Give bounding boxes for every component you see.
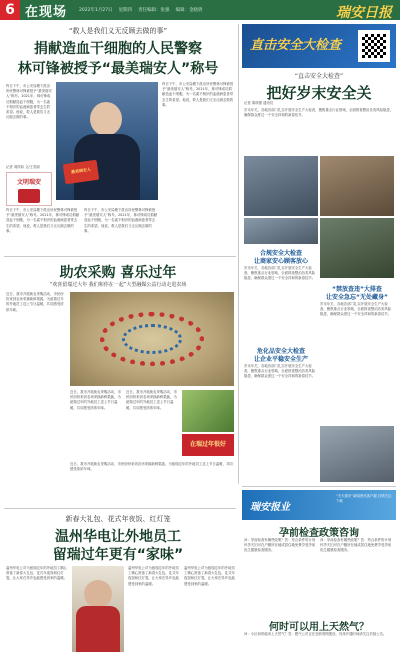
story1-title-2: 林可锋被授予“最美瑞安人”称号 — [17, 61, 219, 77]
banner-title: 直击安全大检查 — [250, 38, 342, 53]
app-promo-banner — [242, 490, 396, 520]
page-number: 6 — [0, 0, 20, 20]
story4-body-col1: 温州华电公司为留瑞过年的外地员工精心准备了新春大礼包、花式年夜饭和红灯笼，让大家在异乡也能感受到家的温暖。 — [6, 566, 68, 581]
sub3-subtitle: 让安全急忘“无处藏身” — [326, 294, 388, 301]
section-title: 在现场 — [25, 4, 68, 20]
weekday: 星期四 — [118, 8, 133, 13]
sub1-subtitle: 让商家安心顾客放心 — [253, 258, 308, 265]
story5-body-col2: 问：孕前检查有哪些政策？答：符合条件的计划怀孕夫妇可在户籍所在地或居住地免费享受孕前优生健康检查服务。 — [320, 538, 392, 553]
masthead — [0, 0, 400, 20]
inspection-photo-2 — [320, 156, 394, 216]
farm-crowd-photo — [70, 292, 234, 386]
story4-title-2: 留瑞过年更有“家味” — [52, 547, 184, 563]
story4-title-1: 温州华电让外地员工 — [55, 529, 181, 545]
story1-kicker: “救人是我们义无反顾去做的事” — [68, 27, 168, 35]
divider — [4, 508, 236, 509]
divider — [242, 486, 396, 487]
story1-body-col2: 昨日下午，市公安局塘下派出所民警林可锋被授予“最美瑞安人”称号。2021年，林可锋成功捐献造血干细胞，为一名素不相识的血液病患者带去生的希望。他说，救人是我们义无反顾去做的事。 — [162, 82, 234, 107]
inspection-photo-1 — [244, 156, 318, 216]
police-officer-photo — [56, 82, 158, 200]
column-divider — [238, 24, 239, 484]
sub1-title: 合规安全大检查 — [259, 250, 302, 257]
qr-code-icon — [358, 30, 390, 62]
story1-body: 昨日下午，市公安局塘下派出所民警林可锋被授予“最美瑞安人”称号。2021年，林可锋成功捐献造血干细胞，为一名素不相识的血液病患者带去生的希望。他说，救人是我们义无反顾去做的事。 — [6, 84, 52, 120]
editor-line-2: 编辑：金晓倩 — [175, 8, 203, 13]
sub2-body: 岁末年关，各地各部门扎实开展安全生产大检查，聚焦重点行业领域，全面排查整治各类风险隐患，确保群众度过一个安全祥和的新春佳节。 — [244, 364, 316, 379]
story5-q-title: 何时可以用上天然气？ — [269, 622, 369, 633]
story4-body-col3: 温州华电公司为留瑞过年的外地员工精心准备了新春大礼包、花式年夜饭和红灯笼，让大家在异乡也能感受到家的温暖。 — [184, 566, 235, 586]
story4-body-col2: 温州华电公司为留瑞过年的外地员工精心准备了新春大礼包、花式年夜饭和红灯笼，让大家在异乡也能感受到家的温暖。 — [128, 566, 179, 586]
editor-line: 责任编辑：张强 — [138, 8, 170, 13]
story2-intro: 岁末年关，各地各部门扎实开展安全生产大检查，聚焦重点行业领域，全面排查整治各类风险隐患，确保群众度过一个安全祥和的新春佳节。 — [244, 108, 394, 118]
story5-body-col1: 问：孕前检查有哪些政策？答：符合条件的计划怀孕夫妇可在户籍所在地或居住地免费享受孕前优生健康检查服务。 — [244, 538, 316, 553]
story1-byline: 记者 周梓如 文/王若丽 — [6, 165, 40, 169]
farm-produce-photo — [182, 390, 234, 432]
sub2-title: 危化品安全大检查 — [256, 348, 305, 355]
story5-subtitle: 孕前检查政策咨询 — [279, 528, 359, 539]
inspection-photo-5 — [320, 426, 394, 482]
safety-inspection-banner — [242, 24, 396, 68]
story3-body-col2: 近日，我市开展助农采购活动，市民纷纷来到农场采摘新鲜果蔬，为留瑞过年的外地员工送上节日温暖，共同感受浓浓年味。 — [70, 390, 121, 410]
wenming-logo-text: 文明瑞安 — [16, 179, 41, 186]
sub2-subtitle: 让企业平稳安全生产 — [253, 356, 308, 363]
sub3-title: “禁放查违”大排查 — [332, 286, 382, 293]
story1-body-col3: 昨日下午，市公安局塘下派出所民警林可锋被授予“最美瑞安人”称号。2021年，林可锋成功捐献造血干细胞，为一名素不相识的血液病患者带去生的希望。他说，救人是我们义无反顾去做的事。 — [6, 208, 80, 233]
sub1-body: 岁末年关，各地各部门扎实开展安全生产大检查，聚焦重点行业领域，全面排查整治各类风险隐患，确保群众度过一个安全祥和的新春佳节。 — [244, 266, 316, 281]
story1-body-col4: 昨日下午，市公安局塘下派出所民警林可锋被授予“最美瑞安人”称号。2021年，林可锋成功捐献造血干细胞，为一名素不相识的血液病患者带去生的希望。他说，救人是我们义无反顾去做的事。 — [84, 208, 158, 233]
sub3-body: 岁末年关，各地各部门扎实开展安全生产大检查，聚焦重点行业领域，全面排查整治各类风险隐患，确保群众度过一个安全祥和的新春佳节。 — [320, 302, 392, 317]
staff-gift-photo — [72, 566, 124, 652]
promo-text: “天天瑞安”新闻资讯客户端 扫码关注下载 — [336, 494, 392, 503]
award-certificate-text: 最美瑞安人 — [70, 166, 92, 175]
issue-date: 2022年1月27日 — [79, 8, 113, 13]
story1-title-1: 捐献造血干细胞的人民警察 — [34, 41, 202, 57]
newspaper-logo: 瑞安日报 — [336, 5, 392, 21]
divider — [4, 256, 236, 257]
story3-kicker: “欢喜留瑞过大年 我们和你在一起”大型融媒公益行动走进农场 — [49, 282, 187, 288]
story3-body-col1: 近日，我市开展助农采购活动，市民纷纷来到农场采摘新鲜果蔬，为留瑞过年的外地员工送上节日温暖，共同感受浓浓年味。 — [6, 292, 64, 312]
story3-body-col3: 近日，我市开展助农采购活动，市民纷纷来到农场采摘新鲜果蔬，为留瑞过年的外地员工送上节日温暖，共同感受浓浓年味。 — [126, 390, 177, 410]
story2-kicker: “直击安全大检查” — [294, 73, 344, 80]
story3-body-col4: 近日，我市开展助农采购活动，市民纷纷来到农场采摘新鲜果蔬，为留瑞过年的外地员工送上节日温暖，共同感受浓浓年味。 — [70, 462, 233, 472]
wenming-ruian-logo — [6, 172, 52, 206]
story2-byline: 记者 胡琪蕾 通讯员 — [244, 101, 274, 105]
story4-kicker: 新春大礼包、花式年夜饭、红灯笼 — [65, 515, 171, 523]
inspection-photo-3 — [244, 218, 318, 244]
story3-title: 助农采购 喜乐过年 — [59, 265, 177, 281]
story2-headline: 把好岁末安全关 — [266, 84, 372, 102]
zai-rui-banner: 在瑞过年很好 — [182, 434, 234, 456]
inspection-photo-4 — [320, 218, 394, 278]
promo-title: 瑞安报业 — [250, 502, 290, 513]
story5-q-body: 问：小区何时能用上天然气？答：燃气公司正在加快管网建设，具体开通时间请关注后续公告。 — [244, 632, 387, 636]
